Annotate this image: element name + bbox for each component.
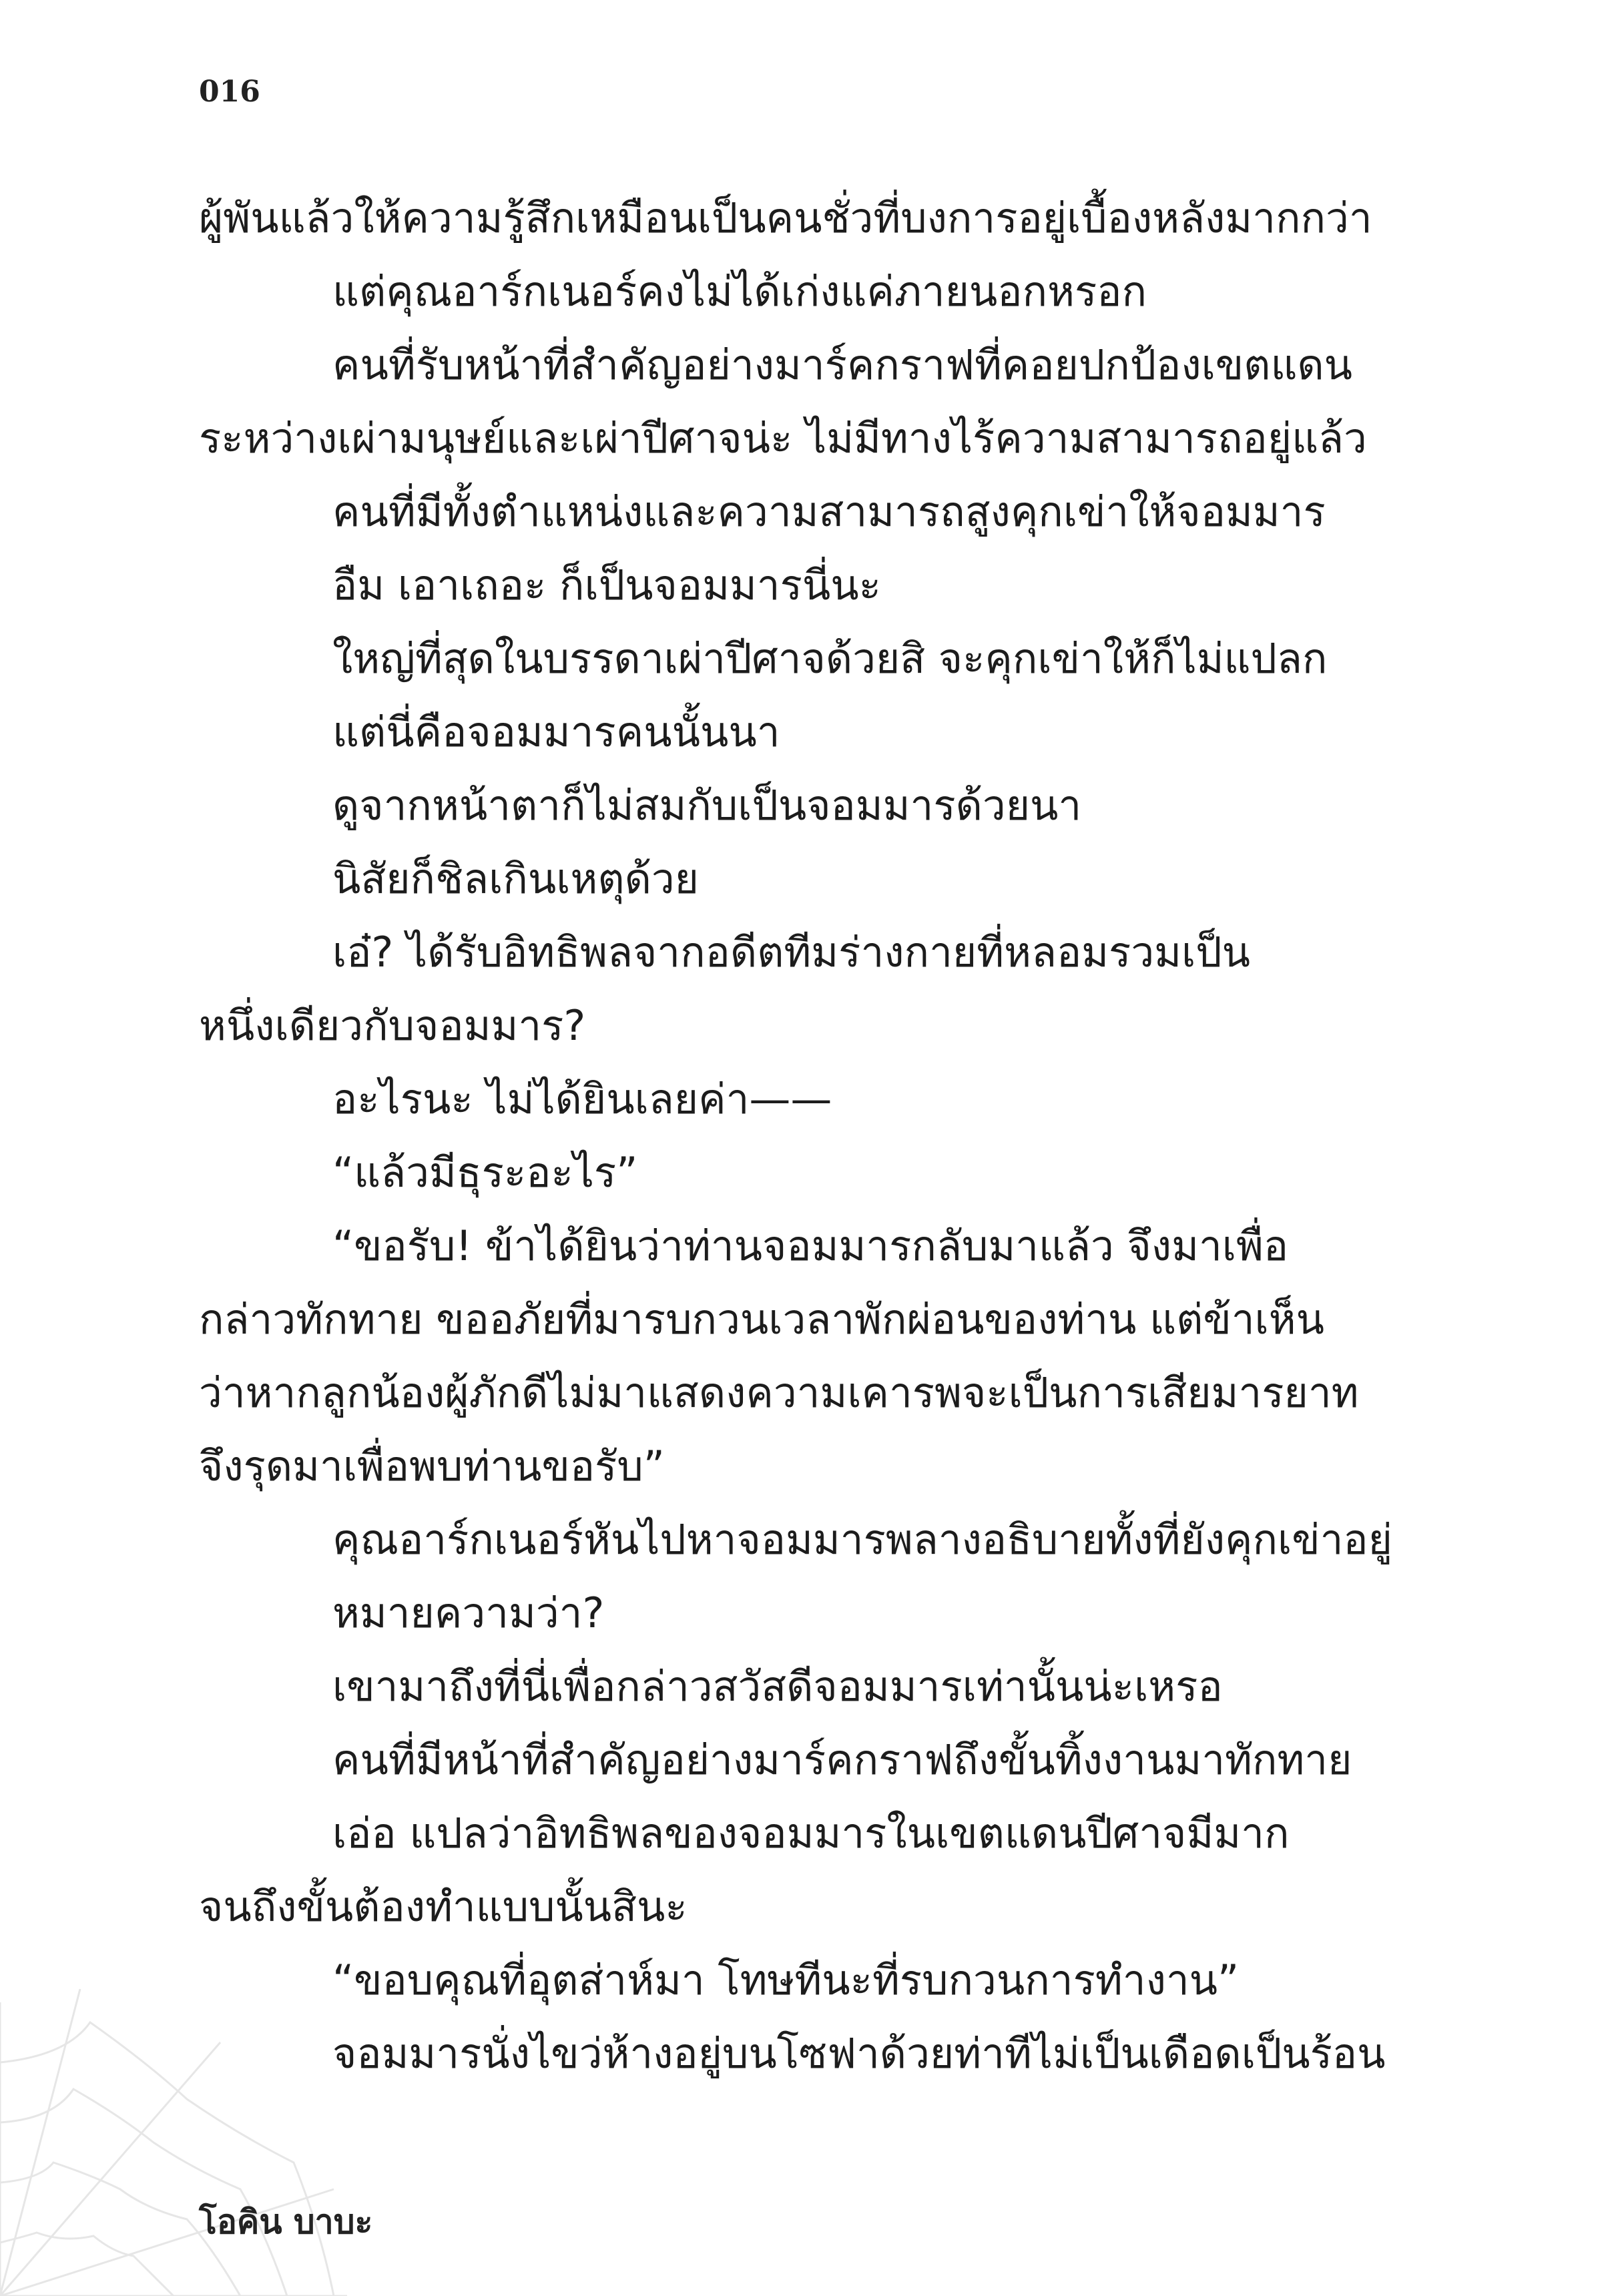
text-line: คนที่มีทั้งตำแหน่งและความสามารถสูงคุกเข่าให้จอมมาร <box>332 487 1326 536</box>
text-line: นิสัยก็ชิลเกินเหตุด้วย <box>332 854 700 903</box>
text-line: เขามาถึงที่นี่เพื่อกล่าวสวัสดีจอมมารเท่านั้นน่ะเหรอ <box>332 1662 1223 1711</box>
text-line: หนึ่งเดียวกับจอมมาร? <box>199 1001 586 1050</box>
cobweb-decoration <box>0 1989 347 2296</box>
text-line: หมายความว่า? <box>332 1589 605 1637</box>
text-line: แต่คุณอาร์กเนอร์คงไม่ได้เก่งแค่ภายนอกหรอก <box>332 267 1147 316</box>
text-line: ผู้พันแล้วให้ความรู้สึกเหมือนเป็นคนชั่วที่บงการอยู่เบื้องหลังมากกว่า <box>199 194 1372 242</box>
text-line: “แล้วมีธุระอะไร” <box>332 1148 638 1197</box>
text-line: คนที่รับหน้าที่สำคัญอย่างมาร์คกราฟที่คอยปกป้องเขตแดน <box>332 340 1353 389</box>
text-line: ระหว่างเผ่ามนุษย์และเผ่าปีศาจน่ะ ไม่มีทางไร้ความสามารถอยู่แล้ว <box>199 414 1367 463</box>
text-line: เอ๋? ได้รับอิทธิพลจากอดีตทีมร่างกายที่หลอมรวมเป็น <box>332 928 1250 976</box>
text-line: จอมมารนั่งไขว่ห้างอยู่บนโซฟาด้วยท่าทีไม่เป็นเดือดเป็นร้อน <box>332 2029 1386 2078</box>
footer-author: โอคิน บาบะ <box>199 2203 373 2241</box>
text-line: ใหญ่ที่สุดในบรรดาเผ่าปีศาจด้วยสิ จะคุกเข่าให้ก็ไม่แปลก <box>332 634 1328 683</box>
text-line: ว่าหากลูกน้องผู้ภักดีไม่มาแสดงความเคารพจะเป็นการเสียมารยาท <box>199 1368 1359 1417</box>
page-number: 016 <box>199 75 260 109</box>
text-line: คนที่มีหน้าที่สำคัญอย่างมาร์คกราฟถึงขั้นทิ้งงานมาทักทาย <box>332 1735 1352 1784</box>
text-line: กล่าวทักทาย ขออภัยที่มารบกวนเวลาพักผ่อนของท่าน แต่ข้าเห็น <box>199 1295 1324 1344</box>
text-line: “ขอรับ! ข้าได้ยินว่าท่านจอมมารกลับมาแล้ว จึงมาเพื่อ <box>332 1221 1289 1270</box>
text-line: คุณอาร์กเนอร์หันไปหาจอมมารพลางอธิบายทั้งที่ยังคุกเข่าอยู่ <box>332 1515 1392 1564</box>
text-line: อืม เอาเถอะ ก็เป็นจอมมารนี่นะ <box>332 561 881 609</box>
text-line: “ขอบคุณที่อุตส่าห์มา โทษทีนะที่รบกวนการทำงาน” <box>332 1956 1240 2004</box>
text-line: จนถึงขั้นต้องทำแบบนั้นสินะ <box>199 1882 688 1931</box>
text-line: อะไรนะ ไม่ได้ยินเลยค่า—— <box>332 1075 832 1123</box>
text-line: ดูจากหน้าตาก็ไม่สมกับเป็นจอมมารด้วยนา <box>332 781 1082 830</box>
text-line: เอ่อ แปลว่าอิทธิพลของจอมมารในเขตแดนปีศาจมีมาก <box>332 1809 1290 1857</box>
text-line: จึงรุดมาเพื่อพบท่านขอรับ” <box>199 1442 665 1490</box>
text-line: แต่นี่คือจอมมารคนนั้นนา <box>332 707 780 756</box>
